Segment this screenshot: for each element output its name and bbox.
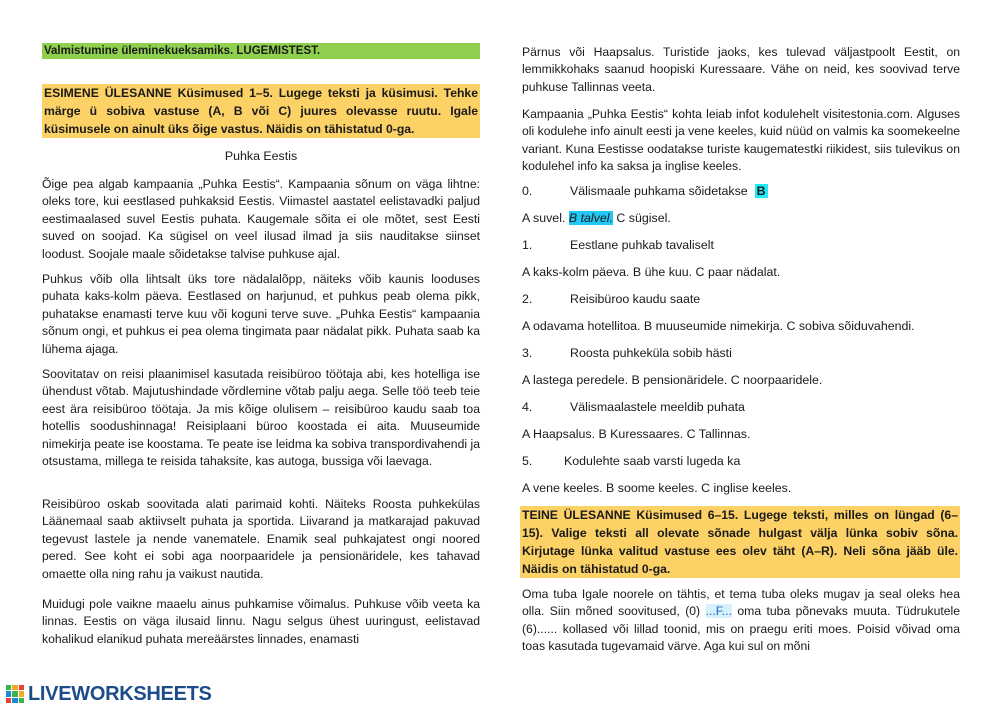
paragraph-website: Kampaania „Puhka Eestis“ kohta leiab infot kodulehelt visitestonia.com. Alguses oli kodulehe info ainult eesti ja vene keeles, kuid nüüd on valmis ka soomekeelne variant. Kuna Eestisse oodatakse turiste kaugematestki riikidest, siis tulevikus on kodulehel info ka saksa ja inglise keeles. [522, 107, 960, 174]
answers-4[interactable]: A Haapsalus. B Kuressaares. C Tallinnas. [522, 427, 751, 441]
question-3 [522, 346, 732, 360]
paragraph-3: Soovitatav on reisi plaanimisel kasutada reisibüroo töötaja abi, kes hotelliga ise ühendust võtab. Majutushindade võrdlemine võtab palju aega. Selle töö teeb teie eest ära reisibüroo töötaja. Ja mis kõige olulisem – reisibüroo kaudu saab toa hotellis soodushinnaga! Reisiplaani büroo koostada ei aita. Muuseumide nimekirja peate ise koostama. Te peate ise leidma ka sobiva transpordivahendi ja otsustama, millega te reisida tahaksite, kas autoga, bussiga või laevaga. [42, 367, 480, 469]
question-text: Kodulehte saab varsti lugeda ka [564, 454, 741, 468]
option-a[interactable]: A suvel. [522, 211, 566, 225]
option-c[interactable]: C sügisel. [616, 211, 671, 225]
liveworksheets-logo-text: LIVEWORKSHEETS [28, 682, 212, 705]
paragraph-2: Puhkus võib olla lihtsalt üks tore nädalalõpp, näiteks võib kaunis looduses puhata kaks-kolm päeva. Eestlased on harjunud, et puhkus peab olema pikk, puhatakse enamasti terve kuu või koguni terve suve. „Puhka Eestis“ kampaania sõnum ongi, et puhkus ei pea olema tingimata paar nädalat pikk. Puhata saab ka lühema ajaga. [42, 272, 480, 356]
question-text: Eestlane puhkab tavaliselt [570, 238, 714, 252]
liveworksheets-logo-icon [6, 685, 24, 703]
question-number: 0. [522, 184, 533, 198]
answers-2[interactable]: A odavama hotellitoa. B muuseumide nimekirja. C sobiva sõiduvahendi. [522, 319, 915, 333]
document-header: Valmistumine üleminekueksamiks. LUGEMISTEST. [42, 43, 480, 59]
option-b-selected[interactable]: B talvel. [568, 211, 613, 225]
paragraph-5: Muidugi pole vaikne maaelu ainus puhkamise võimalus. Puhkuse võib veeta ka linnas. Eestis on väga ilusaid linnu. Nagu selgus ühest uuringust, eelistavad kohalikud elanikud puhata mereäärstes linnades, enamasti [42, 597, 480, 646]
answers-5[interactable]: A vene keeles. B soome keeles. C inglise keeles. [522, 481, 792, 495]
question-number: 5. [522, 454, 533, 468]
question-number: 3. [522, 346, 533, 360]
question-text: Välismaalastele meeldib puhata [570, 400, 745, 414]
task2-instructions: TEINE ÜLESANNE Küsimused 6–15. Lugege teksti, milles on lüngad (6–15). Valige teksti all olevate sõnade hulgast välja lünka sobiv sõna. Kirjutage lünka valitud vastuse ees olev täht (A–R). Neli sõna jääb üle. Näidis on tähistatud 0-ga. [522, 508, 958, 576]
question-number: 4. [522, 400, 533, 414]
question-4 [522, 400, 745, 414]
question-5 [522, 454, 740, 468]
question-1 [522, 238, 714, 252]
paragraph-gap-text [522, 586, 960, 656]
text-title: Puhka Eestis [224, 149, 298, 163]
paragraph-4: Reisibüroo oskab soovitada alati parimaid kohti. Näiteks Roosta puhkekülas Läänemaal saab aktiivselt puhata ja sportida. Liivarand ja matkarajad pakuvad tegevust lastele ja nende vanematele. Enamik seal puhkajatest ongi noored pered. See koht ei sobi aga noorpaaridele ja pensionäridele, kes tahavad omaette olla ning rahu ja vaikust nautida. [42, 497, 480, 581]
paragraph-continued: Pärnus või Haapsalus. Turistide jaoks, kes tulevad väljastpoolt Eestit, on lemmikkohaks saanud hoopiski Kuressaare. Vähe on neid, kes soovivad terve puhkuse Tallinnas veeta. [522, 45, 960, 94]
question-number: 2. [522, 292, 533, 306]
question-2 [522, 292, 700, 306]
gap-text-part-2: oma tuba põnevaks muuta. Tüdrukutele (6)...... kollased või lillad toonid, mis on praegu eriti moes. Poisid võivad oma toas kasutada tugevamaid värve. Aga kui sul on mõni [522, 604, 961, 654]
gap-0-answer[interactable]: ...F... [705, 604, 732, 619]
paragraph-1: Õige pea algab kampaania „Puhka Eestis“. Kampaania sõnum on väga lihtne: oleks tore, kui eestlased puhkaksid Eestis. Viimastel aastatel eelistavadki paljud eestimaalased suvel Eestis puhata. Kaugemale sõita ei ole mõtet, sest Eesti suved on soojad. Ka sügisel on veel ilusad ilmad ja siis nauditakse siinset loodust. Soojale maale sõidetakse talvise puhkuse ajal. [42, 177, 480, 261]
answer-box-0[interactable]: B [756, 184, 766, 198]
answers-3[interactable]: A lastega peredele. B pensionäridele. C noorpaaridele. [522, 373, 823, 387]
question-text: Roosta puhkeküla sobib hästi [570, 346, 732, 360]
task1-instructions: ESIMENE ÜLESANNE Küsimused 1–5. Lugege teksti ja küsimusi. Tehke märge ü sobiva vastuse (A, B või C) juures olevasse ruutu. Igale küsimusele on ainult üks õige vastus. Näidis on tähistatud 0-ga. [44, 86, 478, 136]
question-text: Reisibüroo kaudu saate [570, 292, 701, 306]
answers-1[interactable]: A kaks-kolm päeva. B ühe kuu. C paar nädalat. [522, 265, 781, 279]
answers-0 [522, 211, 671, 225]
gap-text-part-1: Oma tuba Igale noorele on tähtis, et tema tuba oleks mugav ja seal oleks hea olla. Siin mõned soovitused, (0) [522, 587, 960, 619]
question-number: 1. [522, 238, 533, 252]
question-0 [522, 184, 768, 198]
question-text: Välismaale puhkama sõidetakse [570, 184, 748, 198]
footer-logo [6, 682, 212, 706]
